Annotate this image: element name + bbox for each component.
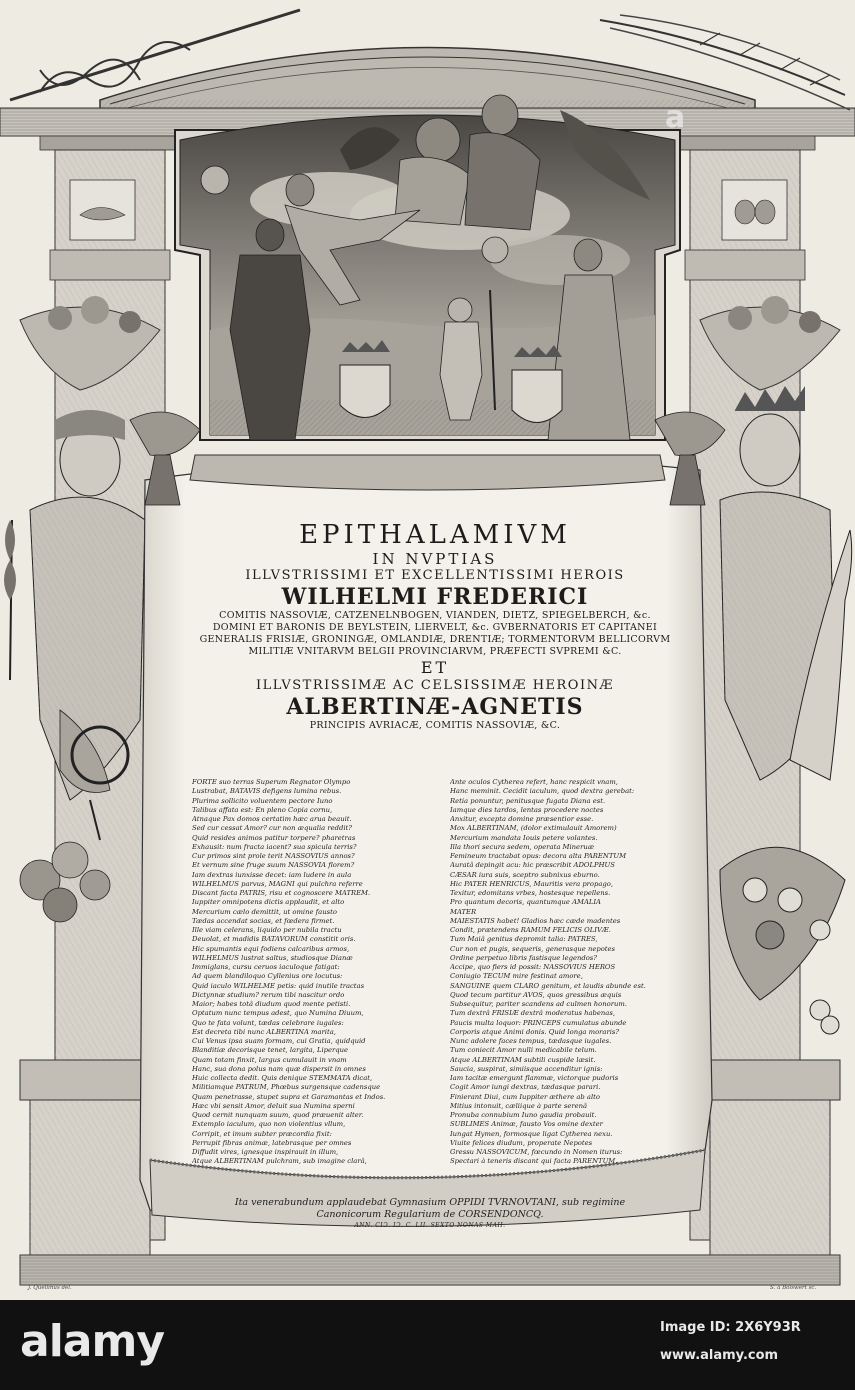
poem-line: Gressu NASSOVICUM, fœcundo in Nomen iturus: <box>450 1148 623 1156</box>
poem-line: Tædas accendat socias, et fœdera firmet. <box>192 916 335 925</box>
poem-line: Iam dextras iunxisse decet: iam ludere in aula <box>192 870 352 879</box>
poem-text <box>192 778 692 1167</box>
title-groom-titles-1: COMITIS NASSOVIÆ, CATZENELNBOGEN, VIANDEN, DIETZ, SPIEGELBERCH, &c. <box>219 610 651 621</box>
poem-line: Iamque dies tardos, lentas procedere noctes <box>450 805 604 814</box>
poem-line: Cui Venus ipsa suam formam, cui Gratia, quidquid <box>192 1037 366 1045</box>
poem-line: Viuite felices diudum, properate Nepotes <box>450 1138 593 1147</box>
poem-column-left <box>192 778 434 1167</box>
cupid-left <box>201 166 229 194</box>
poem-line: Hæc vbi sensit Amor, deluit sua Numina sperni <box>192 1101 355 1110</box>
poem-line: Mox ALBERTINAM, (dolor extimulauit Amorem) <box>450 824 617 833</box>
poem-line: Finierant Diui, cum Iuppiter æthere ab alto <box>450 1092 600 1101</box>
poem-line: Blanditiæ decorisque tenet, largita, Liperque <box>192 1046 349 1055</box>
signature-right: S. a Bolswert sc. <box>770 1285 817 1291</box>
poem-line: Auratâ depingit acu: hic præscribit ADOLPHUS <box>450 861 615 870</box>
poem-line: Extemplo iaculum, quo non violentius vllum, <box>192 1120 346 1129</box>
poem-line: Lustrabat, BATAVIS defigens lumina rebus. <box>192 787 342 796</box>
title-groom-name: WILHELMI FREDERICI <box>281 584 589 610</box>
poem-line: Huic collecta dedit. Quis denique STEMMATA dicat, <box>192 1074 373 1082</box>
poem-line: WILHELMUS parvus, MAGNI qui pulchra referre <box>192 879 363 888</box>
poem-line: Ordine perpetuo libris fastisque legendos? <box>450 953 597 962</box>
poem-line: Discant facta PATRIS, risu et cognoscere MATREM. <box>192 889 371 897</box>
poem-line: Optatum nunc tempus adest, quo Numina Diuum, <box>192 1009 364 1018</box>
poem-line: Tum coniecit Amor nulli medicabile telum. <box>450 1046 597 1055</box>
title-bride-name: ALBERTINÆ-AGNETIS <box>286 694 584 720</box>
abundance-caryatid-right <box>720 386 852 780</box>
poem-line: Immiglans, cursu ceruos iaculoque fatigat: <box>192 963 340 971</box>
poem-line: Ille viam celerans, liquido per nubila tractu <box>192 926 342 934</box>
poem-line: Cur primos sint prole terit NASSOVIUS annos? <box>192 852 355 860</box>
poem-line: Perrupit fibras animæ, latebrasque per omnes <box>192 1138 352 1147</box>
dedication-footer <box>180 1197 680 1230</box>
poem-line: Mercurium cælo demittit, ut omine fausto <box>192 907 337 916</box>
footer-line-2: Canonicorum Regularium de CORSENDONCQ. <box>316 1209 544 1220</box>
poem-line: Quo te fata volunt, tædas celebrare iugales: <box>192 1018 344 1027</box>
poem-line: Corporis atque Animi donis. Quid longa moraris? <box>450 1027 620 1036</box>
poem-line: Subsequitur, pariter scandens ad culmen honorum. <box>450 1000 627 1008</box>
poem-line: Mitius intonuit, cæliique à parte serenâ <box>450 1101 588 1110</box>
poem-line: Iuppiter omnipotens dictis applaudit, et alto <box>192 898 345 907</box>
poem-line: Quid resides animos patitur torpere? pharetras <box>192 833 356 842</box>
poem-line: Quod cernit nunquam suum, quod præuenit alter. <box>192 1111 364 1119</box>
title-block <box>170 520 700 732</box>
poem-line: Cogit Amor iungi dextras, tædasque parari. <box>450 1083 601 1092</box>
poem-line: WILHELMUS lustrat saltus, studiosque Dianæ <box>192 953 353 962</box>
poem-line: Condit, prætendens RAMUM FELICIS OLIVÆ. <box>450 926 611 934</box>
poem-line: Ad quem blandiloquo Cyllenius ore locutus: <box>192 972 343 981</box>
footer-date: ANN. CIƆ. IƆ. C. LII. SEXTO NONAS MAII. <box>354 1222 506 1229</box>
right-pedestal-cornice <box>700 1060 840 1100</box>
poem-line: Hic spumantis equi fodiens calcaribus armos, <box>192 944 350 953</box>
poem-line: Et vernum sine fruge suum NASSOVIA florem? <box>192 861 355 870</box>
signature-left: J. Quellinus del. <box>28 1285 72 1291</box>
poem-line: Tum Maiâ genitus depromit talia: PATRES, <box>450 935 598 944</box>
poem-line: Quod tecum partitur AVOS, quos gressibus æquis <box>450 990 622 999</box>
watermark-a-logo: a <box>665 100 686 135</box>
poem-line: Accipe, quo fiers id possit: NASSOVIUS HEROS <box>450 963 616 971</box>
poem-line: Saucia, suspirat, simiisque accenditur ignis: <box>450 1064 603 1073</box>
poem-line: Iungat Hymen, formosque ligat Cytherea nexu. <box>450 1129 613 1138</box>
watermark-brand: alamy <box>20 1316 164 1367</box>
poem-line: Anxitur, excepta domine præsentior esse. <box>450 815 594 823</box>
title-groom-titles-3: GENERALIS FRISIÆ, GRONINGÆ, OMLANDIÆ, DRENTIÆ; TORMENTORVM BELLICORVM <box>199 634 671 645</box>
title-illustrissimi: ILLVSTRISSIMI ET EXCELLENTISSIMI HEROIS <box>245 568 625 583</box>
poem-line: Hic PATER HENRICUS, Mauritis vera propago, <box>450 879 614 888</box>
poem-line: Quam totam finxit, largus cumulauit in vnam <box>192 1055 347 1064</box>
poem-line: Pronuba connubium Iuno gaudia probauit. <box>450 1111 597 1119</box>
poem-line: Atque ALBERTINAM pulchram, sub imagine clarâ, <box>192 1157 367 1166</box>
poem-line: Tum dextrâ FRISIÆ dextrâ moderatus habenas, <box>450 1009 615 1018</box>
poem-line: Exhausit: num fracta iacent? sua spicula terris? <box>192 842 357 851</box>
title-in-nuptias: IN NVPTIAS <box>372 550 498 568</box>
poem-line: Atque ALBERTINAM subtili cuspide læsit. <box>450 1055 596 1064</box>
cupid-right <box>482 237 508 263</box>
poem-line: Hanc meminit. Cecidit iaculum, quod dextra gerebat: <box>450 787 635 796</box>
title-epithalamium: EPITHALAMIVM <box>299 520 571 550</box>
poem-line: Dictynnæ studium? rerum tibi nascitur ordo <box>192 990 345 999</box>
title-groom-titles-2: DOMINI ET BARONIS DE BEYLSTEIN, LIERVELT, &c. GVBERNATORIS ET CAPITANEI <box>212 622 658 633</box>
poem-line: Iam tacitæ emergunt flammæ, victorque pudoris <box>450 1074 619 1082</box>
poem-line: Diffudit vires, ignesque inspirauit in illum, <box>192 1148 339 1156</box>
poem-line: Maior; habes totâ diudum quod mente petisti. <box>192 1000 351 1008</box>
poem-line: Coniugio TECUM mire festinat amore, <box>450 972 583 981</box>
poem-line: Hanc, sua dona polus nam quæ dispersit in omnes <box>192 1064 366 1073</box>
poem-line: Mercurium mandata Iouis petere volantes. <box>450 833 598 842</box>
title-bride-titles: PRINCIPIS AVRIACÆ, COMITIS NASSOVIÆ, &C. <box>309 720 561 731</box>
poem-line: Atnaque Pax domos certatim hæc arua beauit. <box>192 815 352 823</box>
title-et: ET <box>420 658 450 677</box>
mythological-painting <box>175 95 680 440</box>
poem-line: Spectari à teneris discant qui facta PARENTUM. <box>450 1157 618 1166</box>
poem-line: Quam penetrasse, stupet supra et Garamantas et Indos. <box>192 1092 386 1101</box>
poem-line: MAIESTATIS habet! Gladios hæc cæde madentes <box>450 916 621 925</box>
poem-line: Talibus affata est: En pleno Copia cornu, <box>192 805 333 814</box>
poem-line: Plurima sollicito voluentem pectore Iuno <box>192 796 333 805</box>
poem-line: Corripit, et imum subter præcordia fixit: <box>192 1129 332 1138</box>
poem-line: Quid iaculo WILHELME petis: quid inutile tractas <box>192 981 365 990</box>
poem-line: Militiamque PATRUM, Phœbus surgensque cadensque <box>192 1083 381 1092</box>
poem-line: Ante oculos Cytherea refert, hanc respicit vnam, <box>450 778 618 786</box>
poem-line: Est decreta tibi nunc ALBERTINA marita, <box>192 1027 336 1036</box>
poem-line: Nunc adolere faces tempus, tædasque iugales. <box>450 1037 612 1045</box>
stock-watermark-bar <box>0 1300 855 1390</box>
poem-line: Sed cur cessat Amor? cur non æqualia reddit? <box>192 824 352 833</box>
watermark-url: www.alamy.com <box>660 1348 779 1363</box>
poem-line: Texitur, edomitans vrbes, hostesque repellens. <box>450 889 611 897</box>
poem-line: SUBLIMES Animæ, fausto Vos omine dexter <box>450 1120 603 1129</box>
poem-line: FORTE suo terras Superum Regnator Olympo <box>192 778 351 786</box>
poem-line: MATER <box>450 907 477 916</box>
poem-column-right <box>450 778 692 1167</box>
poem-line: SANGUINE quem CLARO genitum, et laudis abunde est. <box>450 981 646 990</box>
left-pedestal-cornice <box>20 1060 160 1100</box>
title-illustrissimae: ILLVSTRISSIMÆ AC CELSISSIMÆ HEROINÆ <box>256 678 614 693</box>
poem-line: Retia ponuntur, penitusque fugata Diana est. <box>450 796 606 805</box>
poem-line: Illa thori secura sedem, operata Mineruæ <box>450 842 595 851</box>
watermark-image-id: Image ID: 2X6Y93R <box>660 1320 801 1335</box>
poem-line: Pro quantum decoris, quantumque AMALIA <box>450 898 601 907</box>
footer-line-1: Ita venerabundum applaudebat Gymnasium OPPIDI TVRNOVTANI, sub regimine <box>234 1197 626 1208</box>
title-groom-titles-4: MILITIÆ VNITARVM BELGII PROVINCIARVM, PRÆFECTI SVPREMI &C. <box>248 646 622 657</box>
poem-line: Paucis multa loquor: PRINCEPS cumulatus abunde <box>450 1018 627 1027</box>
poem-line: CÆSAR iura suis, sceptro subnixus eburno. <box>450 870 600 879</box>
poem-line: Femineum tractabat opus: decora alta PARENTUM <box>450 852 627 860</box>
poem-line: Deuolat, et madidis BATAVORUM constitit oris. <box>192 935 356 944</box>
poem-line: Cur non et pugis, sequeris, generasque nepotes <box>450 944 616 953</box>
